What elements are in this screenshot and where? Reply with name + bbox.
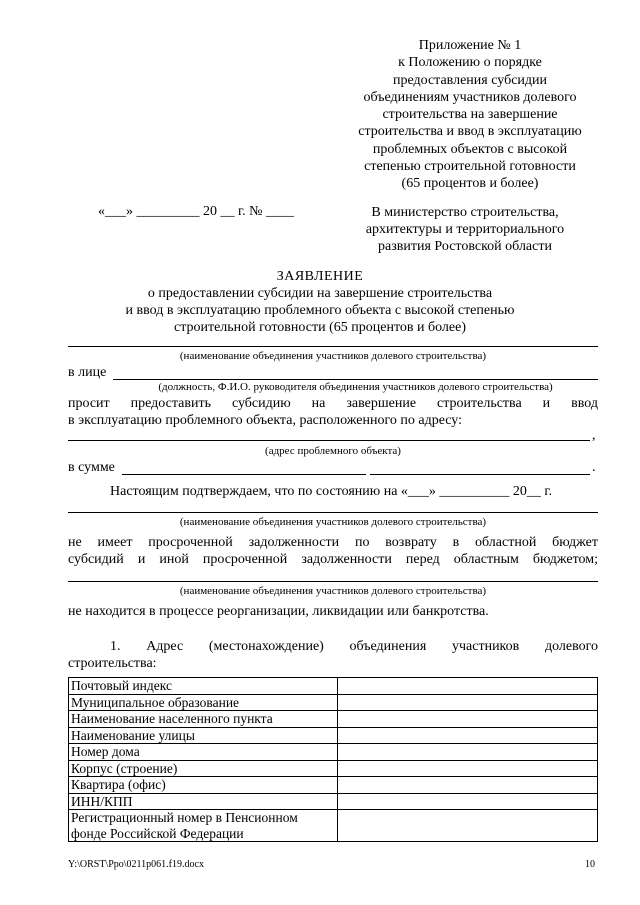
amount-line-1[interactable] (122, 474, 366, 475)
address-table (68, 677, 598, 842)
table-row (69, 727, 598, 744)
amount-line-2[interactable] (370, 474, 590, 475)
subtitle-line: строительной готовности (65 процентов и более) (173, 320, 466, 335)
org-name-caption-2: (наименование объединения участников долевого строительства) (179, 516, 487, 528)
table-value-cell[interactable] (338, 810, 598, 842)
appendix-line: (65 процентов и более) (401, 176, 539, 192)
request-text-line2: в эксплуатацию проблемного объекта, расположенного по адресу: (68, 413, 463, 428)
reorg-text: не находится в процессе реорганизации, ликвидации или банкротства. (68, 604, 489, 619)
org-name-line-2[interactable] (68, 512, 598, 513)
document-subtitle (90, 285, 550, 336)
table-label-cell: Почтовый индекс (69, 678, 338, 695)
table-row (69, 711, 598, 728)
addressee-line: В министерство строительства, (371, 205, 559, 220)
in-person-line[interactable] (113, 379, 598, 380)
appendix-line: строительства и ввод в эксплуатацию (358, 124, 582, 140)
address-comma: , (592, 428, 596, 443)
table-row (69, 678, 598, 695)
addressee-line: развития Ростовской области (378, 239, 552, 254)
table-value-cell[interactable] (338, 777, 598, 794)
addressee (355, 204, 575, 255)
table-value-cell[interactable] (338, 727, 598, 744)
appendix-line: степенью строительной готовности (364, 159, 576, 175)
table-value-cell[interactable] (338, 678, 598, 695)
org-name-caption: (наименование объединения участников долевого строительства) (179, 350, 487, 362)
appendix-line: Приложение № 1 (418, 38, 522, 53)
table-value-cell[interactable] (338, 760, 598, 777)
appendix-line: объединениям участников долевого (363, 89, 577, 105)
table-label-cell: Номер дома (69, 744, 338, 761)
request-text-line1: просит предоставить субсидию на завершение строительства и ввод (68, 396, 598, 411)
table-label-cell: Регистрационный номер в Пенсионном фонде Российской Федерации (69, 810, 338, 842)
table-row (69, 744, 598, 761)
amount-label: в сумме (68, 460, 115, 475)
appendix-line: к Положению о порядке (398, 55, 542, 71)
document-title: ЗАЯВЛЕНИЕ (276, 269, 364, 284)
section1-heading-line2: строительства: (68, 656, 157, 671)
org-name-caption-3: (наименование объединения участников долевого строительства) (179, 585, 487, 597)
appendix-line: предоставления субсидии (392, 72, 548, 88)
table-label-cell: ИНН/КПП (69, 793, 338, 810)
table-label-cell: Наименование улицы (69, 727, 338, 744)
table-row (69, 777, 598, 794)
table-value-cell[interactable] (338, 793, 598, 810)
table-label-cell: Муниципальное образование (69, 694, 338, 711)
subtitle-line: и ввод в эксплуатацию проблемного объекта с высокой степенью (125, 303, 515, 318)
org-name-line[interactable] (68, 346, 598, 347)
table-label-cell: Корпус (строение) (69, 760, 338, 777)
section1-heading-line1: 1. Адрес (местонахождение) объединения участников долевого (110, 639, 598, 654)
position-caption: (должность, Ф.И.О. руководителя объединения участников долевого строительства) (158, 381, 553, 393)
table-value-cell[interactable] (338, 744, 598, 761)
table-value-cell[interactable] (338, 694, 598, 711)
date-number-line: «___» _________ 20 __ г. № ____ (98, 204, 295, 219)
footer-file-path: Y:\ORST\Ppo\0211p061.f19.docx (68, 859, 204, 870)
table-row (69, 760, 598, 777)
subtitle-line: о предоставлении субсидии на завершение строительства (147, 286, 493, 301)
table-row (69, 694, 598, 711)
confirm-text: Настоящим подтверждаем, что по состоянию на «___» __________ 20__ г. (110, 484, 553, 499)
table-value-cell[interactable] (338, 711, 598, 728)
table-label-cell: Наименование населенного пункта (69, 711, 338, 728)
table-row (69, 810, 598, 842)
appendix-line: проблемных объектов с высокой (372, 141, 568, 157)
table-row (69, 793, 598, 810)
in-person-label: в лице (68, 365, 107, 380)
object-address-line[interactable] (68, 440, 590, 441)
debt-text-line2: субсидий и иной просроченной задолженности перед областным бюджетом; (68, 552, 598, 567)
debt-text-line1: не имеет просроченной задолженности по возврату в областной бюджет (68, 535, 598, 550)
amount-period: . (592, 460, 596, 475)
org-name-line-3[interactable] (68, 581, 598, 582)
appendix-header (340, 37, 600, 193)
address-caption: (адрес проблемного объекта) (265, 445, 401, 457)
appendix-line: строительства на завершение (382, 107, 558, 123)
page-number: 10 (585, 859, 595, 870)
addressee-line: архитектуры и территориального (365, 222, 565, 237)
table-label-cell: Квартира (офис) (69, 777, 338, 794)
